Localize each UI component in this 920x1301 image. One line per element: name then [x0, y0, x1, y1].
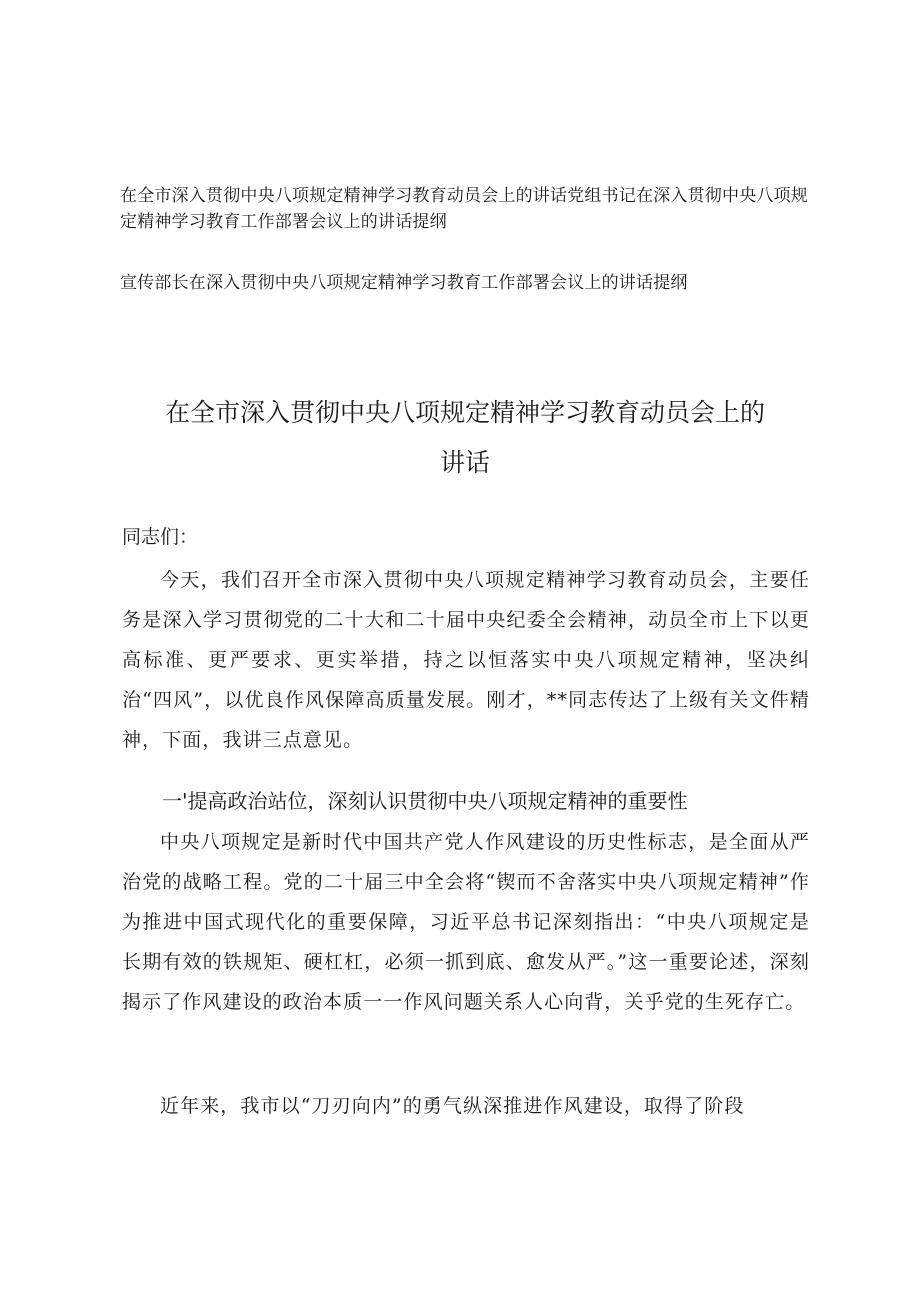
section-heading-1: 一'提高政治站位，深刻认识贯彻中央八项规定精神的重要性 [162, 789, 688, 813]
title-line-1: 在全市深入贯彻中央八项规定精神学习教育动员会上的 [164, 398, 765, 427]
paragraph-section-1-continued: 近年来，我市以“刀刃向内”的勇气纵深推进作风建设，取得了阶段 [160, 1095, 745, 1117]
salutation: 同志们： [122, 526, 199, 548]
title-line-2: 讲话 [439, 448, 490, 477]
document-title [120, 388, 810, 488]
paragraph-section-1: 中央八项规定是新时代中国共产党人作风建设的历史性标志，是全面从严治党的战略工程。党的二十届三中全会将“锲而不舍落实中央八项规定精神”作为推进中国式现代化的重要保障，习近平总书记深刻指出：“中央八项规定是长期有效的铁规矩、硬杠杠，必须一抓到底、愈发从严。”这一重要论述，深刻揭示了作风建设的政治本质一一作风问题关系人心向背，关乎党的生死存亡。 [122, 831, 810, 1013]
toc-line-1: 在全市深入贯彻中央八项规定精神学习教育动员会上的讲话党组书记在深入贯彻中央八项规定精神学习教育工作部署会议上的讲话提纲 [120, 186, 808, 232]
toc-line-2: 宣传部长在深入贯彻中央八项规定精神学习教育工作部署会议上的讲话提纲 [120, 273, 688, 293]
paragraph-intro: 今天，我们召开全市深入贯彻中央八项规定精神学习教育动员会，主要任务是深入学习贯彻党的二十大和二十届中央纪委全会精神，动员全市上下以更高标准、更严要求、更实举措，持之以恒落实中央八项规定精神，坚决纠治“四风”，以优良作风保障高质量发展。刚才，**同志传达了上级有关文件精神，下面，我讲三点意见。 [122, 569, 810, 751]
